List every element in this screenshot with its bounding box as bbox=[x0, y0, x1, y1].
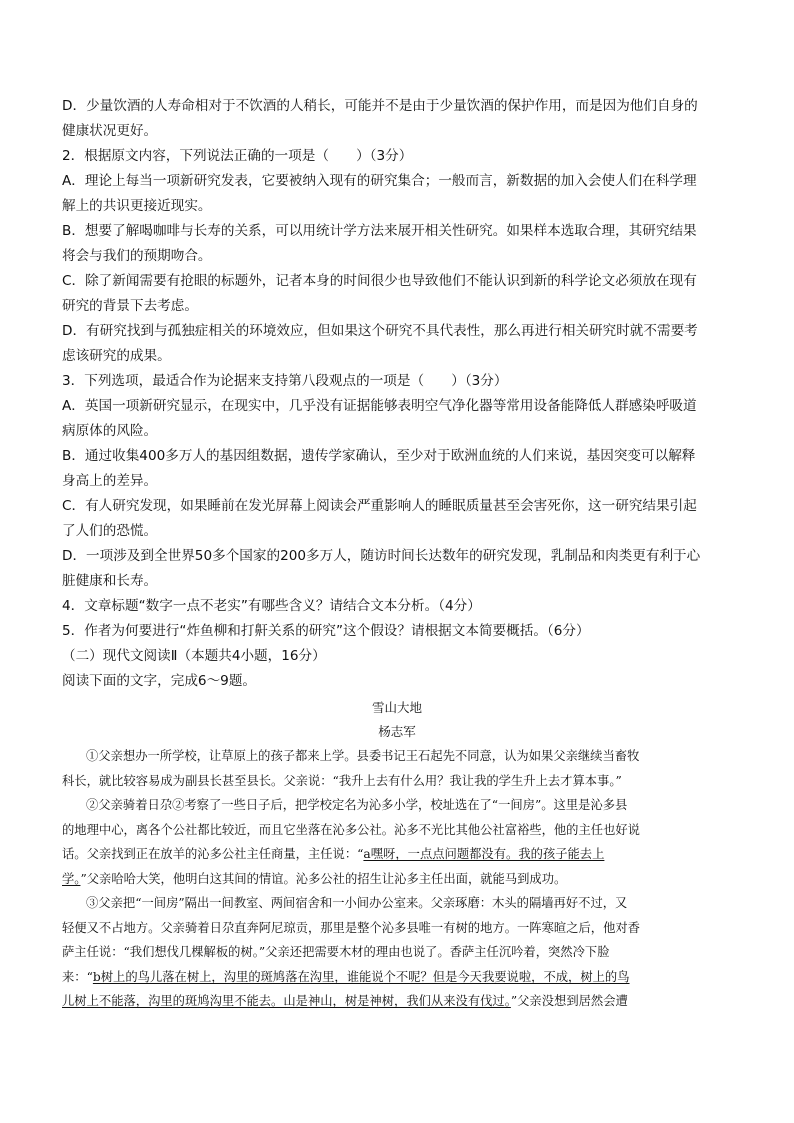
q1-option-d-line-1: D．少量饮酒的人寿命相对于不饮酒的人稍长，可能并不是由于少量饮酒的保护作用，而是因为他们自身的 bbox=[62, 98, 698, 114]
paragraph-3-line-3: 萨主任说：“我们想伐几棵解板的树。”父亲还把需要木材的理由也说了。香萨主任沉吟着，突然冷下脸 bbox=[62, 945, 610, 959]
q2-option-b-line-1: B．想要了解喝咖啡与长寿的关系，可以用统计学方法来展开相关性研究。如果样本选取合理，其研究结果 bbox=[62, 223, 697, 239]
paragraph-2-line-1: ②父亲骑着日尕②考察了一些日子后，把学校定名为沁多小学，校址选在了“一间房”。这里是沁多县 bbox=[86, 798, 628, 812]
paragraph-2-line-4 bbox=[62, 867, 732, 892]
q3-option-c-line-2: 了人们的恐慌。 bbox=[62, 523, 158, 539]
question-4: 4．文章标题“数字一点不老实”有哪些含义？请结合文本分析。（4分） bbox=[62, 598, 481, 614]
q3-option-c-line-1: C．有人研究发现，如果睡前在发光屏幕上阅读会严重影响人的睡眠质量甚至会害死你，这一研究结果引起 bbox=[62, 498, 697, 514]
article-heading bbox=[62, 696, 732, 744]
paragraph-3-line-5-tail: ”父亲没想到居然会遭 bbox=[510, 994, 628, 1008]
paragraph-1-line-1: ①父亲想办一所学校，让草原上的孩子都来上学。县委书记王石起先不同意，认为如果父亲继续当畜牧 bbox=[86, 749, 640, 763]
q1-option-d-line-2: 健康状况更好。 bbox=[62, 123, 158, 139]
paragraph-2-line-2: 的地理中心，离各个公社都比较近，而且它坐落在沁多公社。沁多不光比其他公社富裕些，他的主任也好说 bbox=[62, 822, 640, 837]
q2-option-a-line-1: A．理论上每当一项新研究发表，它要被纳入现有的研究集合；一般而言，新数据的加入会使人们在科学理 bbox=[62, 173, 697, 189]
section-2-header: （二）现代文阅读Ⅱ（本题共4小题，16分） bbox=[62, 648, 326, 664]
q2-option-c-line-1: C．除了新闻需要有抢眼的标题外，记者本身的时间很少也导致他们不能认识到新的科学论文必须放在现有 bbox=[62, 273, 697, 289]
q3-option-a-line-2: 病原体的风险。 bbox=[62, 423, 158, 439]
q2-option-a-line-2: 解上的共识更接近现实。 bbox=[62, 198, 212, 214]
underlined-sentence-b-part-2: 儿树上不能落，沟里的斑鸠沟里不能去。山是神山，树是神树，我们从来没有伐过。 bbox=[62, 994, 511, 1008]
question-5: 5．作者为何要进行“炸鱼柳和打鼾关系的研究”这个假设？请根据文本简要概括。（6分） bbox=[62, 623, 590, 639]
paragraph-2-line-3-lead: 话。父亲找到正在放羊的沁多公社主任商量，主任说：“ bbox=[62, 847, 364, 861]
paragraph-3-line-2: 轻便又不占地方。父亲骑着日尕直奔阿尼琼贡，那里是整个沁多县唯一有树的地方。一阵寒暄之后，他对香 bbox=[62, 920, 640, 935]
q3-option-b-line-2: 身高上的差异。 bbox=[62, 473, 158, 489]
section-2-instruction: 阅读下面的文字，完成6～9题。 bbox=[62, 673, 257, 689]
article-body bbox=[62, 744, 732, 1014]
document-page bbox=[62, 94, 732, 1014]
paragraph-1-line-2: 科长，就比较容易成为副县长甚至县长。父亲说：“我升上去有什么用？我让我的学生升上去才算本事。” bbox=[62, 773, 622, 788]
question-2-stem: 2．根据原文内容，下列说法正确的一项是（ ）（3分） bbox=[62, 148, 413, 164]
q3-option-a-line-1: A．英国一项新研究显示，在现实中，几乎没有证据能够表明空气净化器等常用设备能降低人群感染呼吸道 bbox=[62, 398, 697, 414]
paragraph-3-line-4-lead: 来：“ bbox=[62, 969, 93, 984]
paragraph-2-line-3 bbox=[62, 842, 732, 867]
q2-option-c-line-2: 研究的背景下去考虑。 bbox=[62, 298, 198, 314]
q2-option-d-line-2: 虑该研究的成果。 bbox=[62, 348, 171, 364]
q2-option-d-line-1: D．有研究找到与孤独症相关的环境效应，但如果这个研究不具代表性，那么再进行相关研究时就不需要考 bbox=[62, 323, 698, 339]
q3-option-d-line-2: 脏健康和长寿。 bbox=[62, 573, 158, 589]
question-3-stem: 3．下列选项，最适合作为论据来支持第八段观点的一项是（ ）（3分） bbox=[62, 373, 508, 389]
underlined-sentence-b-part-1: b树上的鸟儿落在树上，沟里的斑鸠落在沟里，谁能说个不呢？但是今天我要说啦，不成，树上的鸟 bbox=[92, 969, 630, 984]
paragraph-3-line-5 bbox=[62, 989, 732, 1014]
q2-option-b-line-2: 将会与我们的预期吻合。 bbox=[62, 248, 212, 264]
article-author: 杨志军 bbox=[378, 724, 416, 739]
q3-option-b-line-1: B．通过收集400多万人的基因组数据，遗传学家确认，至少对于欧洲血统的人们来说，基因突变可以解释 bbox=[62, 448, 696, 464]
underlined-sentence-a-part-1: a嘿呀，一点点问题都没有。我的孩子能去上 bbox=[363, 847, 605, 861]
paragraph-2-line-4-tail: ”父亲哈哈大笑，他明白这其间的情谊。沁多公社的招生让沁多主任出面，就能马到成功。 bbox=[80, 871, 567, 886]
paragraph-3-line-1: ③父亲把“一间房”隔出一间教室、两间宿舍和一小间办公室来。父亲琢磨：木头的隔墙再好不过，又 bbox=[86, 896, 628, 910]
article-title: 雪山大地 bbox=[371, 700, 422, 715]
underlined-sentence-a-part-2: 学。 bbox=[62, 871, 81, 886]
paragraph-3-line-4 bbox=[62, 965, 732, 990]
q3-option-d-line-1: D．一项涉及到全世界50多个国家的200多万人，随访时间长达数年的研究发现，乳制品和肉类更有利于心 bbox=[62, 548, 701, 564]
